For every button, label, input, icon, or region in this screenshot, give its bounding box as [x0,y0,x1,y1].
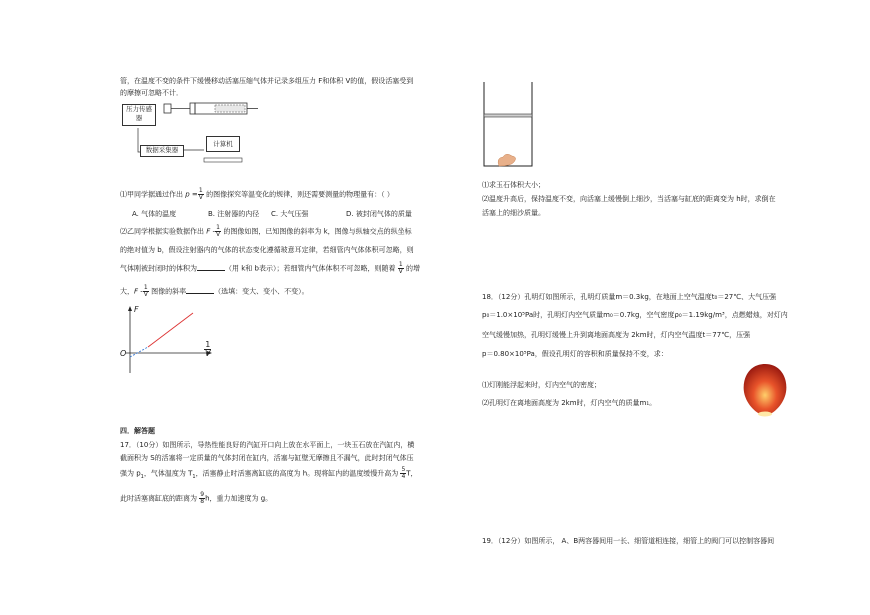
lantern-figure [740,362,790,422]
q1-frac-num: 1 [198,187,203,194]
cylinder-svg [478,80,538,172]
lantern-svg [740,362,790,422]
f-v-graph [118,303,218,378]
q17-l3-sub2: 1 [192,473,196,480]
graph-x-num: 1 [205,340,211,349]
q17-l3-mid: ，气体温度为 T [143,469,193,478]
extrapolated-line [130,347,148,357]
data-collector-box: 数据采集器 [140,145,184,157]
computer-box: 计算机 [206,136,240,152]
q1-frac-den: V [198,194,203,201]
q17-l3-sub1: 1 [140,473,144,480]
q2-line-3 [120,262,420,275]
option-b: B. 注射器的内径 [208,210,260,218]
lantern-flame [758,412,772,417]
q17-sub1: ⑴求玉石体积大小； [482,181,545,189]
q17-l3-prefix: 强为 p [120,469,141,478]
y-axis-arrow [128,306,132,311]
q18-line-3: 空气缓慢加热，孔明灯缓慢上升到离地面高度为 2km时，灯内空气温度t＝77℃，压强 [482,331,751,339]
q2-line-1 [120,225,412,238]
q2-l4-prefix: 大， [120,287,134,296]
q1-suffix: 的图像探究等温变化的规律，则还需要测量的物理量有：（ ） [203,190,394,199]
data-line [148,313,193,347]
q2-l4-frac-num: 1 [143,284,148,291]
answer-blank-2[interactable] [186,286,214,294]
q17-sub2-line-1: ⑵温度升高后，保持温度不变，向活塞上缓慢倒上细沙，当活塞与缸底的距离变为 h时，求倒在 [482,195,776,203]
piston [484,114,532,117]
q17-l3-mid2: ，活塞静止时活塞离缸底的高度为 h。现将缸内的温度缓慢升高为 [195,469,401,478]
q2-l3-frac-num: 1 [398,261,403,268]
q17-l3-frac-den: 4 [401,473,406,480]
q2-l1-frac-num: 1 [216,224,220,231]
q2-l4-mid: 图像的斜率 [148,287,187,296]
q17-l3-end: T， [406,469,418,478]
q17-sub2-line-2: 活塞上的细沙质量。 [482,209,545,217]
q1-line [120,188,394,201]
q2-l3-mid: （用 k和 b表示）；若细管内气体体积不可忽略，则随着 [225,264,398,273]
graph-x-den: V [205,349,211,358]
q2-l4-frac-den: V [143,291,148,298]
q17-line-3 [120,467,418,482]
q18-sub1: ⑴灯刚能浮起来时，灯内空气的密度； [482,381,601,389]
q19-line-1: 19．（12分）如图所示， A、B两容器间用一长、细管道相连接，细管上的阀门可以控制容器间 [482,537,775,545]
q17-l4-suffix: h，重力加速度为 g。 [205,494,273,503]
q17-l3-frac-num: 5 [401,466,406,473]
q2-l3-frac-den: V [398,268,403,275]
q17-line-2: 截面积为 S的活塞将一定质量的气体封闭在缸内，活塞与缸壁无摩擦且不漏气，此时封闭气体压 [120,454,414,462]
section-heading: 四．解答题 [120,427,155,435]
q2-line-4 [120,285,309,298]
graph-svg [118,303,218,378]
q2-F-eq: F - [206,227,216,236]
q2-l1-suffix: 的图像如图，已知图像的斜率为 k，图像与纵轴交点的纵坐标 [221,227,412,236]
graph-origin-label: O [120,349,127,358]
apparatus-figure [120,100,270,168]
q17-line-1: 17．（10分）如图所示，导热性能良好的汽缸开口向上放在水平面上，一块玉石放在汽缸内，横 [120,441,415,449]
q1-p-eq: p = [185,190,198,199]
q2-l1-frac-den: V [216,231,221,238]
q1-prefix: ⑴甲同学据通过作出 [120,190,186,199]
option-a: A. 气体的温度 [132,210,177,218]
q2-l1-prefix: ⑵乙同学根据实验数据作出 [120,227,207,236]
q17-l4-frac-den: 8 [200,498,205,505]
option-c: C. 大气压强 [271,210,309,218]
q18-line-4: p＝0.80×10⁵Pa，假设孔明灯的容积和质量保持不变，求： [482,350,668,358]
graph-y-label: F [134,305,139,314]
intro-line-1: 管，在温度不变的条件下缓慢移动活塞压缩气体并记录多组压力 F和体积 V的值，假设活塞受到 [120,77,414,85]
q17-line-4 [120,492,272,505]
pressure-sensor-box: 压力传感器 [122,104,156,126]
q18-line-2: p₀＝1.0×10⁵Pa时，孔明灯内空气质量m₀＝0.7kg，空气密度ρ₀＝1.19kg/m³，点燃蜡烛，对灯内 [482,311,788,319]
cylinder-wall [484,82,532,166]
q2-l4-suffix: （选填：变大、变小、不变）。 [214,287,309,296]
q18-line-1: 18．（12分）孔明灯如图所示，孔明灯质量m＝0.3kg，在地面上空气温度t₀＝27℃、大气压强 [482,293,777,301]
q2-line-2: 的绝对值为 b，假设注射器内的气体的状态变化遵循玻意耳定律，若细管内气体体积可忽略，则 [120,246,414,254]
answer-blank-1[interactable] [197,263,225,271]
graph-x-label [204,341,211,358]
option-d: D. 被封闭气体的质量 [346,210,412,218]
q2-l3-prefix: 气体刚被封闭时的体积为 [120,264,197,273]
q18-sub2: ⑵孔明灯在离地面高度为 2km时，灯内空气的质量m₁。 [482,399,657,407]
lantern-body [744,364,787,416]
intro-line-2: 的摩擦可忽略不计． [120,89,183,97]
q2-l3-suffix: 的增 [403,264,421,273]
jade-stone [498,154,515,166]
q2-l4-F-eq: F - [134,287,143,296]
q17-l4-frac-num: 9 [200,491,205,498]
q17-l4-prefix: 此时活塞离缸底的距离为 [120,494,200,503]
cylinder-figure [478,80,538,172]
